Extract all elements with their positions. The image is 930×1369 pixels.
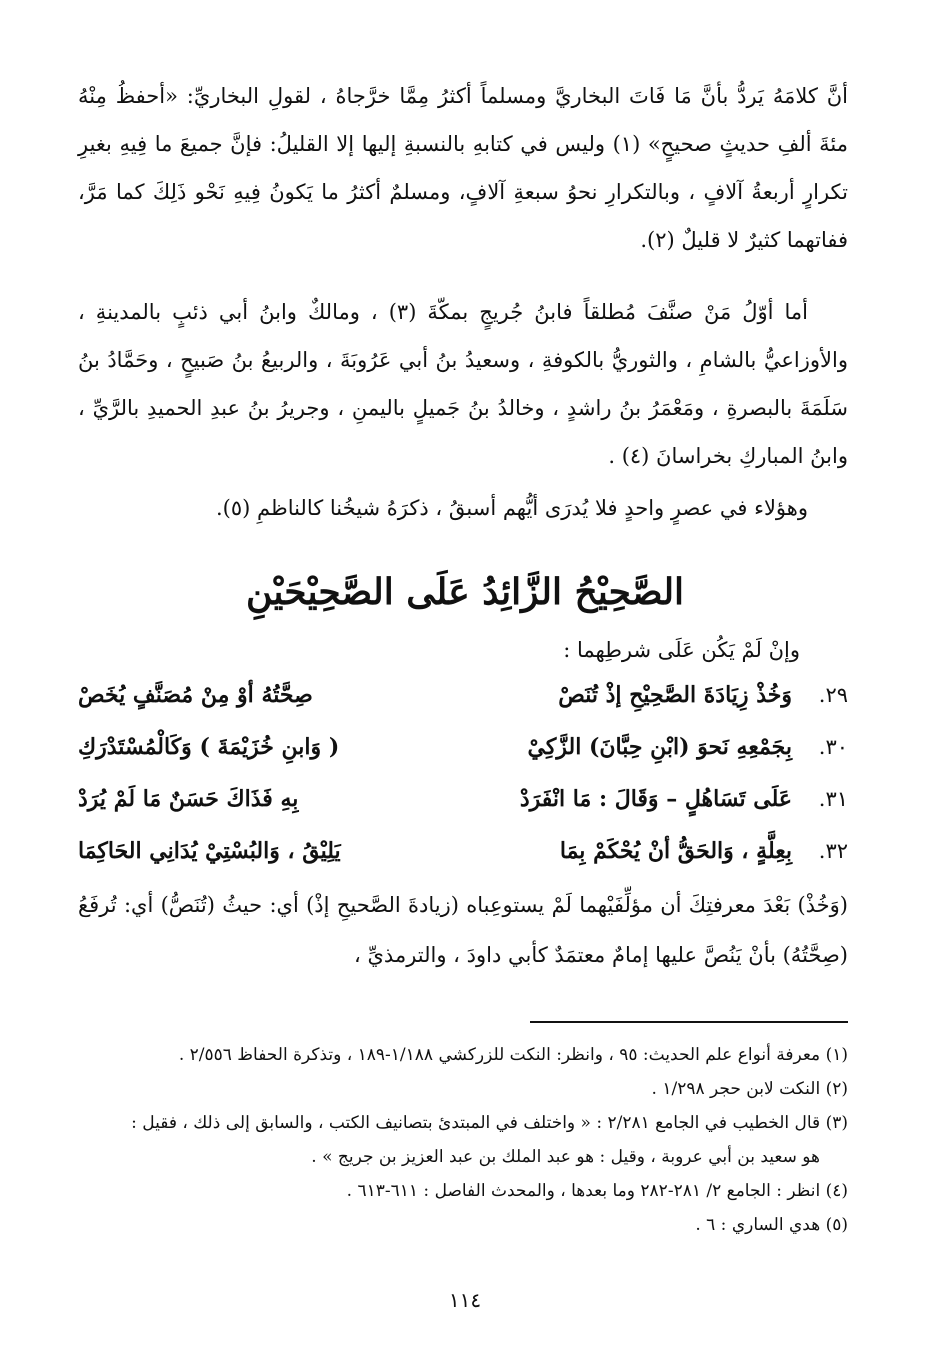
verse-first-hemistich: بِعِلَّةٍ ، وَالحَقُّ أنْ يُحْكَمْ بِمَا: [559, 838, 792, 864]
body-paragraph-1: أنَّ كلامَهُ يَردُّ بأنَّ مَا فَاتَ البخاريَّ ومسلماً أكثرُ مِمَّا خرَّجاهُ ، لقولِ البخاريِّ: «أحفظُ مِنْهُ مئةَ ألفِ حديثٍ صحيحٍ» (١) وليس في كتابهِ بالنسبةِ إليها إلا القليلُ: فإنَّ جميعَ ما فِيهِ بغيرِ تكرارٍ أربعةُ آلافٍ ، وبالتكرارِ نحوُ سبعةِ آلافٍ، ومسلمٌ أكثرُ ما يَكونُ فِيهِ نَحْو ذَلِكَ كما مَرَّ، ففاتهما كثيرٌ لا قليلٌ (٢).: [78, 84, 848, 252]
section-intro: وإنْ لَمْ يَكُن عَلَى شرطِهما :: [563, 638, 800, 662]
verse-first-hemistich: وَخُذْ زِيَادَةَ الصَّحِيْحِ إذْ تُنَصْ: [558, 682, 792, 708]
verse-second-hemistich: يَلِيْقُ ، وَالبُسْتِيْ يُدَانِي الحَاكِمَا: [78, 838, 341, 864]
body-paragraph-3: وهؤلاء في عصرٍ واحدٍ فلا يُدرَى أيُّهم أسبقُ ، ذكرَهُ شيخُنا كالناظمِ (٥).: [215, 496, 808, 520]
verse-second-hemistich: ( وَابنِ خُزَيْمَةَ ) وَكَالْمُسْتَدْرَكِ: [78, 734, 340, 760]
footnote: (١) معرفة أنواع علم الحديث: ٩٥ ، وانظر: النكت للزركشي ١/١٨٨-١٨٩ ، وتذكرة الحفاظ ٢/٥٥٦ .: [178, 1045, 848, 1065]
section-title: الصَّحِيْحُ الزَّائِدُ عَلَى الصَّحِيْحَيْنِ: [245, 571, 685, 613]
verse-line: [78, 722, 848, 772]
footnote: (٢) النكت لابن حجر ١/٢٩٨ .: [651, 1079, 848, 1099]
verse-line: [78, 774, 848, 824]
verse-first-hemistich: بِجَمْعِهِ نَحوَ (ابْنِ حِبَّانَ) الزَّكِيْ: [527, 734, 792, 760]
verse-number: ٣٠.: [818, 735, 848, 759]
commentary-paragraph: (وَخُذْ) بَعْدَ معرفتِكَ أن مؤلِّفَيْهما لَمْ يستوعِباه (زيادةَ الصَّحيحِ إذْ) أي: حيثُ (تُنَصُّ) أي: تُرفَعُ (صِحَّتُهُ) بأنْ يَنُصَّ عليها إمامٌ معتمَدٌ كأبي داودَ ، والترمذيِّ ،: [78, 893, 848, 967]
footnote-divider: [530, 1021, 848, 1023]
verse-line: [78, 826, 848, 876]
verse-number: ٣٢.: [818, 839, 848, 863]
verse-second-hemistich: بِهِ فَذَاكَ حَسَنٌ مَا لَمْ يُرَدْ: [78, 786, 299, 812]
verse-number: ٢٩.: [818, 683, 848, 707]
page-number: ١١٤: [448, 1288, 482, 1312]
footnote: (٥) هدي الساري : ٦ .: [695, 1215, 848, 1235]
verse-first-hemistich: عَلَى تَسَاهُلٍ – وَقَالَ : مَا انْفَرَدْ: [519, 786, 792, 812]
footnote: (٣) قال الخطيب في الجامع ٢/٢٨١ : « واختلف في المبتدئ بتصانيف الكتب ، والسابق إلى ذلك ، فقيل :: [131, 1113, 848, 1133]
footnote-continuation: هو سعيد بن أبي عروبة ، وقيل : هو عبد الملك بن عبد العزيز بن جريج » .: [311, 1147, 820, 1167]
body-paragraph-2: أما أوّلُ مَنْ صنَّفَ مُطلقاً فابنُ جُريجٍ بمكّةَ (٣) ، ومالكٌ وابنُ أبي ذئبٍ بالمدينةِ ، والأوزاعيُّ بالشامِ ، والثوريُّ بالكوفةِ ، وسعيدُ بنُ أبي عَرُوبَةَ ، والربيعُ بنُ صَبيحٍ ، وحَمَّادُ بنُ سَلَمَةَ بالبصرةِ ، ومَعْمَرُ بنُ راشدٍ ، وخالدُ بنُ جَميلٍ باليمنِ ، وجريرُ بنُ عبدِ الحميدِ بالرَّيِّ ، وابنُ المباركِ بخراسانَ (٤) .: [78, 300, 848, 468]
footnotes: [78, 1038, 848, 1242]
footnote: (٤) انظر : الجامع ٢/ ٢٨١-٢٨٢ وما بعدها ، والمحدث الفاصل : ٦١١-٦١٣ .: [346, 1181, 848, 1201]
verse-second-hemistich: صِحَّتُهُ أوْ مِنْ مُصَنَّفٍ يُخَصْ: [78, 682, 313, 708]
verse-line: [78, 670, 848, 720]
verse-number: ٣١.: [818, 787, 848, 811]
